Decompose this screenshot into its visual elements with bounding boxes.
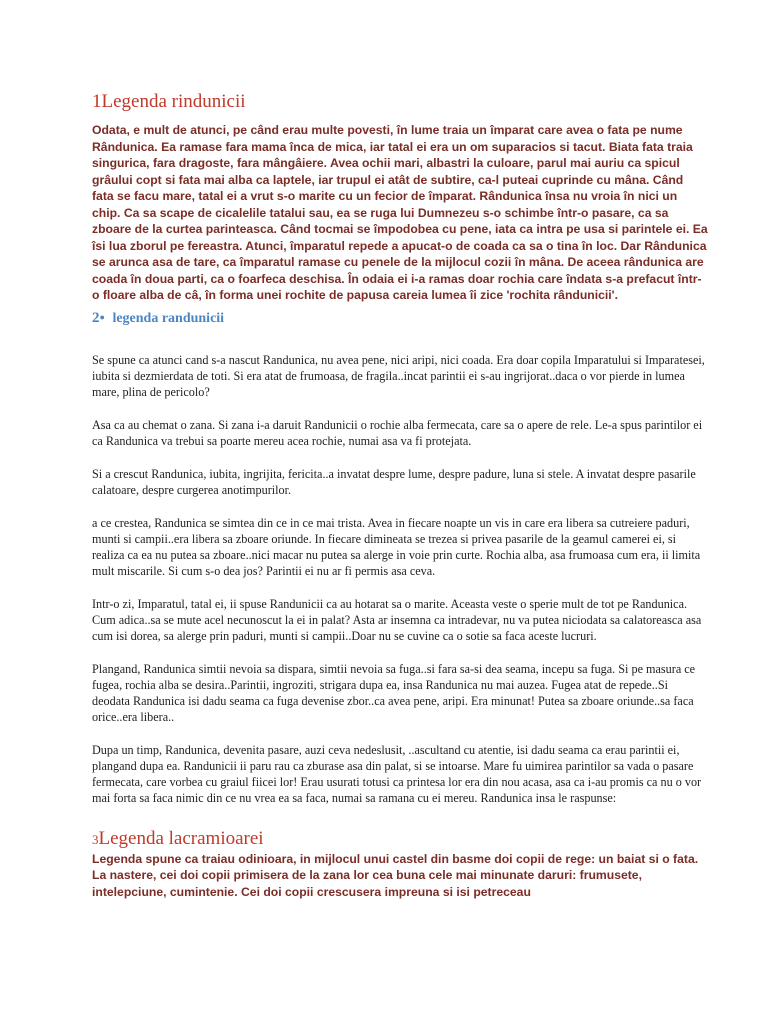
section3-title: Legenda lacramioarei: [98, 827, 264, 849]
section2-paragraph-5: Intr-o zi, Imparatul, tatal ei, ii spuse Randunicii ca au hotarat sa o marite. Aceasta veste o sperie mult de tot pe Randunica. Cum adica..sa se mute acel necunoscut la ei in palat? Asta ar insemna ca intradevar, nu va putea niciodata sa calatoreasca asa cum isi dorea, sa alerge prin paduri, munti si campii..Doar nu se cuvine ca o sotie sa faca aceste lucruri.: [92, 596, 702, 643]
section1-title: 1Legenda rindunicii: [92, 91, 246, 112]
section3-body: Legenda spune ca traiau odinioara, in mijlocul unui castel din basme doi copii de rege: un baiat si o fata. La nastere, cei doi copii primisera de la zana lor cea buna cele mai minunate daruri: frumusete, intelepciune, cumintenie. Cei doi copii crescusera impreuna si isi petreceau: [92, 851, 699, 899]
section2-paragraph-6: Plangand, Randunica simtii nevoia sa dispara, simtii nevoia sa fuga..si fara sa-si dea seama, incepu sa fuga. Si pe masura ce fugea, rochia alba se desira..Parintii, ingroziti, strigara dupa ea, insa Randunica nu mai auzea. Fugea atat de repede..Si deodata Randunica isi dadu seama ca fuga devenise zbor..ca avea pene, aripi. Era minunat! Putea sa zboare oriunde..sa faca orice..era libera..: [92, 661, 696, 724]
section2-paragraph-1: Se spune ca atunci cand s-a nascut Randunica, nu avea pene, nici aripi, nici coada. Era doar copila Imparatului si Imparatesei, iubita si dezmierdata de toti. Si era atat de frumoasa, de fragila..incat parintii ei s-au ingrijorat..daca o vor pierde in lumea mare, plina de pericolo?: [92, 352, 705, 399]
document-page: [92, 90, 708, 900]
section2-paragraph-2: Asa ca au chemat o zana. Si zana i-a daruit Randunicii o rochie alba fermecata, care sa o apere de rele. Le-a spus parintilor ei ca Randunica va trebui sa poarte mereu acea rochie, numai asa va fi protejata.: [92, 417, 703, 448]
bullet-icon: ●: [99, 311, 105, 322]
section2-number: 2: [92, 309, 100, 326]
section3-number: 3: [92, 831, 99, 847]
section2-paragraph-7: Dupa un timp, Randunica, devenita pasare, auzi ceva nedeslusit, ..ascultand cu atentie, isi dadu seama ca erau parintii ei, plangand dupa ea. Randunicii ii paru rau ca zburase asa din palat, si se intoarse. Mare fu uimirea parintilor sa vada o pasare fermecata, care vorbea cu graiul fiicei lor! Erau usurati totusi ca printesa lor era din nou acasa, asa ca i-au promis ca nu o vor mai forta sa faca nimic din ce nu vrea ea sa faca, numai sa ramana cu ei mereu. Randunica insa le raspunse:: [92, 742, 702, 805]
section2-heading: [92, 308, 708, 328]
section2-paragraph-3: Si a crescut Randunica, iubita, ingrijita, fericita..a invatat despre lume, despre padure, luna si stele. A invatat despre pasarile calatoare, despre curgerea anotimpurilor.: [92, 466, 696, 497]
section1-body: Odata, e mult de atunci, pe când erau multe povesti, în lume traia un împarat care avea o fata pe nume Rândunica. Ea ramase fara mama înca de mica, iar tatal ei era un om suparacios si tacut. Biata fata traia singurica, fara dragoste, fara mângâiere. Avea ochii mari, albastri la culoare, parul mai auriu ca spicul grâului copt si fata mai alba ca laptele, iar trupul ei atât de subtire, ca-l puteai cuprinde cu mâna. Când fata se facu mare, tatal ei a vrut s-o marite cu un fecior de împarat. Rândunica însa nu vroia în nici un chip. Ca sa scape de cicalelile tatalui sau, ea se ruga lui Dumnezeu s-o schimbe într-o pasare, ca sa zboare de la curtea parinteasca. Când tocmai se împodobea cu pene, iata ca intra pe usa si parintele ei. Ea îsi lua zborul pe fereastra. Atunci, împaratul repede a apucat-o de coada ca sa o tina în loc. Dar Rândunica se arunca asa de tare, ca împaratul ramase cu penele de la mijlocul cozii în mâna. De aceea rândunica are coada în doua parti, ca o foarfeca deschisa. În odaia ei i-a ramas doar rochia care îndata s-a prefacut într-o floare alba de câ, în forma unei rochite de papusa careia lumea îi zice 'rochita rândunicii'.: [92, 123, 708, 302]
section3-heading: [92, 828, 708, 851]
section2-paragraph-4: a ce crestea, Randunica se simtea din ce in ce mai trista. Avea in fiecare noapte un vis in care era libera sa cutreiere paduri, munti si campii..era libera sa zboare oriunde. In fiecare dimineata se trezea si privea pasarile de la geamul camerei ei, si realiza ca ea nu putea sa zboare..nici macar nu putea sa alerge in voie prin curte. Rochia alba, asa frumoasa cum era, ii limita mult miscarile. Si cum s-o dea jos? Parintii ei nu ar fi permis asa ceva.: [92, 515, 701, 578]
section2-title: legenda randunicii: [112, 310, 225, 326]
